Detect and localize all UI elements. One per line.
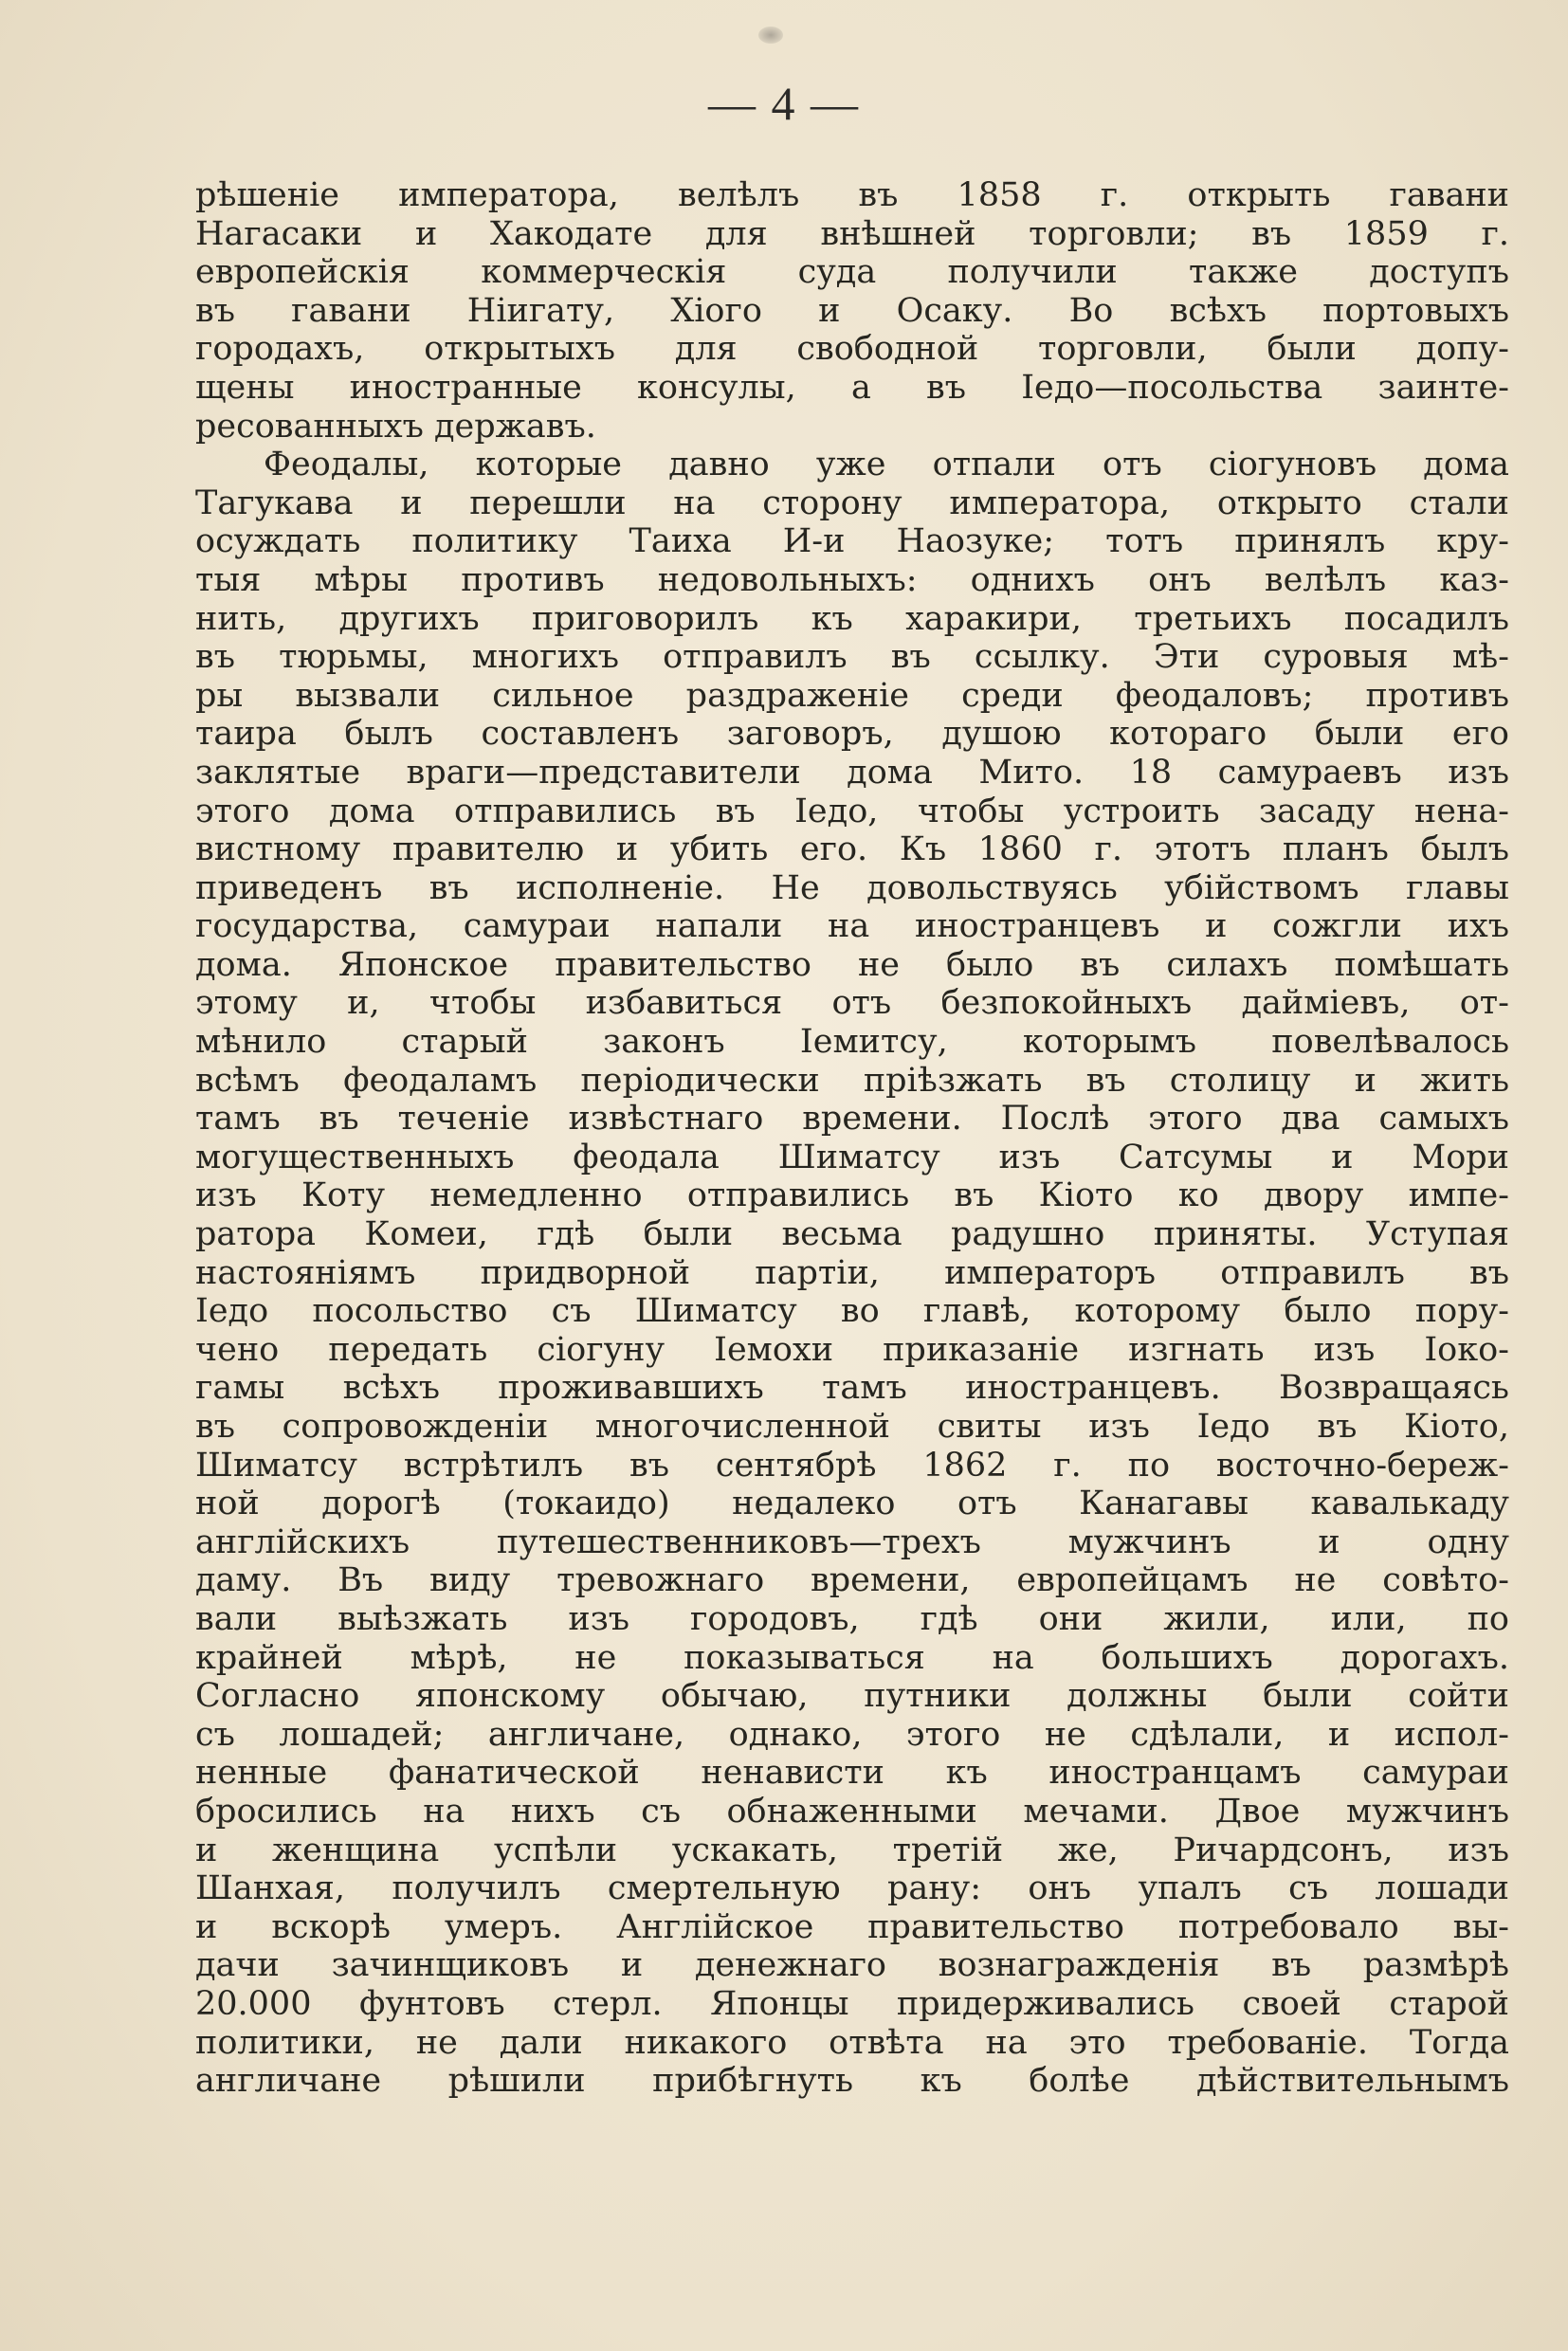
text-line: Шиматсу встрѣтилъ въ сентябрѣ 1862 г. по восточно-береж- (195, 1446, 1509, 1485)
text-line: этого дома отправились въ Іедо, чтобы устроить засаду нена- (195, 792, 1509, 830)
text-line: заклятые враги—представители дома Мито. 18 самураевъ изъ (195, 753, 1509, 792)
text-line: могущественныхъ феодала Шиматсу изъ Сатсумы и Мори (195, 1138, 1509, 1176)
text-line: государства, самураи напали на иностранцевъ и сожгли ихъ (195, 907, 1509, 946)
text-line: настояніямъ придворной партіи, императоръ отправилъ въ (195, 1253, 1509, 1292)
text-line: англійскихъ путешественниковъ—трехъ мужчинъ и одну (195, 1522, 1509, 1561)
text-line: изъ Коту немедленно отправились въ Кіото ко двору импе- (195, 1176, 1509, 1215)
text-line: Тагукава и перешли на сторону императора, открыто стали (195, 483, 1509, 522)
text-line: ресованныхъ державъ. (195, 407, 596, 446)
text-line: политики, не дали никакого отвѣта на это требованіе. Тогда (195, 2023, 1509, 2062)
text-line: осуждать политику Таиха И-и Наозуке; тотъ принялъ кру- (195, 522, 1509, 561)
text-line: дома. Японское правительство не было въ силахъ помѣшать (195, 945, 1509, 984)
text-line: рѣшеніе императора, велѣлъ въ 1858 г. открыть гавани (195, 176, 1509, 214)
text-line: въ тюрьмы, многихъ отправилъ въ ссылку. Эти суровыя мѣ- (195, 638, 1509, 677)
text-line: гамы всѣхъ проживавшихъ тамъ иностранцевъ. Возвращаясь (195, 1369, 1509, 1408)
text-line: щены иностранные консулы, а въ Іедо—посольства заинте- (195, 368, 1509, 407)
text-line: тамъ въ теченіе извѣстнаго времени. Послѣ этого два самыхъ (195, 1100, 1509, 1139)
text-line: этому и, чтобы избавиться отъ безпокойныхъ дайміевъ, от- (195, 984, 1509, 1023)
text-line: англичане рѣшили прибѣгнуть къ болѣе дѣйствительнымъ (195, 2062, 1509, 2101)
text-line: Нагасаки и Хакодате для внѣшней торговли; въ 1859 г. (195, 214, 1509, 253)
text-line: и вскорѣ умеръ. Англійское правительство потребовало вы- (195, 1907, 1509, 1946)
text-line: и женщина успѣли ускакать, третій же, Ричардсонъ, изъ (195, 1831, 1509, 1869)
text-line: нить, другихъ приговорилъ къ харакири, третьихъ посадилъ (195, 599, 1509, 638)
text-line: Шанхая, получилъ смертельную рану: онъ упалъ съ лошади (195, 1869, 1509, 1908)
text-line: Феодалы, которые давно уже отпали отъ сіогуновъ дома (264, 446, 1509, 484)
text-line: въ гавани Ніигату, Хіого и Осаку. Во всѣхъ портовыхъ (195, 291, 1509, 330)
text-line: даму. Въ виду тревожнаго времени, европейцамъ не совѣто- (195, 1561, 1509, 1600)
text-line: 20.000 фунтовъ стерл. Японцы придерживались своей старой (195, 1984, 1509, 2023)
text-line: ры вызвали сильное раздраженіе среди феодаловъ; противъ (195, 676, 1509, 715)
text-line: мѣнило старый законъ Іемитсу, которымъ повелѣвалось (195, 1023, 1509, 1062)
text-line: въ сопровожденіи многочисленной свиты изъ Іедо въ Кіото, (195, 1408, 1509, 1446)
text-line: европейскія коммерческія суда получили также доступъ (195, 253, 1509, 292)
text-line: вали выѣзжать изъ городовъ, гдѣ они жили, или, по (195, 1599, 1509, 1638)
body-text (195, 176, 1509, 2101)
text-line: Согласно японскому обычаю, путники должны были сойти (195, 1677, 1509, 1716)
text-line: ной дорогѣ (токаидо) недалеко отъ Канагавы кавалькаду (195, 1485, 1509, 1523)
text-line: ненные фанатической ненависти къ иностранцамъ самураи (195, 1754, 1509, 1793)
text-line: тыя мѣры противъ недовольныхъ: однихъ онъ велѣлъ каз- (195, 560, 1509, 599)
text-line: приведенъ въ исполненіе. Не довольствуясь убійствомъ главы (195, 868, 1509, 907)
page-number: — 4 — (708, 77, 860, 130)
text-line: городахъ, открытыхъ для свободной торговли, были допу- (195, 330, 1509, 369)
text-line: Іедо посольство съ Шиматсу во главѣ, которому было пору- (195, 1292, 1509, 1331)
text-line: чено передать сіогуну Іемохи приказаніе изгнать изъ Іоко- (195, 1330, 1509, 1369)
ink-spot (758, 27, 783, 44)
text-line: всѣмъ феодаламъ періодически пріѣзжать въ столицу и жить (195, 1061, 1509, 1100)
text-line: ратора Комеи, гдѣ были весьма радушно приняты. Уступая (195, 1215, 1509, 1254)
text-line: бросились на нихъ съ обнаженными мечами. Двое мужчинъ (195, 1792, 1509, 1831)
text-line: съ лошадей; англичане, однако, этого не сдѣлали, и испол- (195, 1715, 1509, 1754)
text-line: крайней мѣрѣ, не показываться на большихъ дорогахъ. (195, 1638, 1509, 1677)
text-line: таира былъ составленъ заговоръ, душою котораго были его (195, 715, 1509, 754)
text-line: вистному правителю и убить его. Къ 1860 г. этотъ планъ былъ (195, 830, 1509, 869)
text-line: дачи зачинщиковъ и денежнаго вознагражденія въ размѣрѣ (195, 1946, 1509, 1985)
